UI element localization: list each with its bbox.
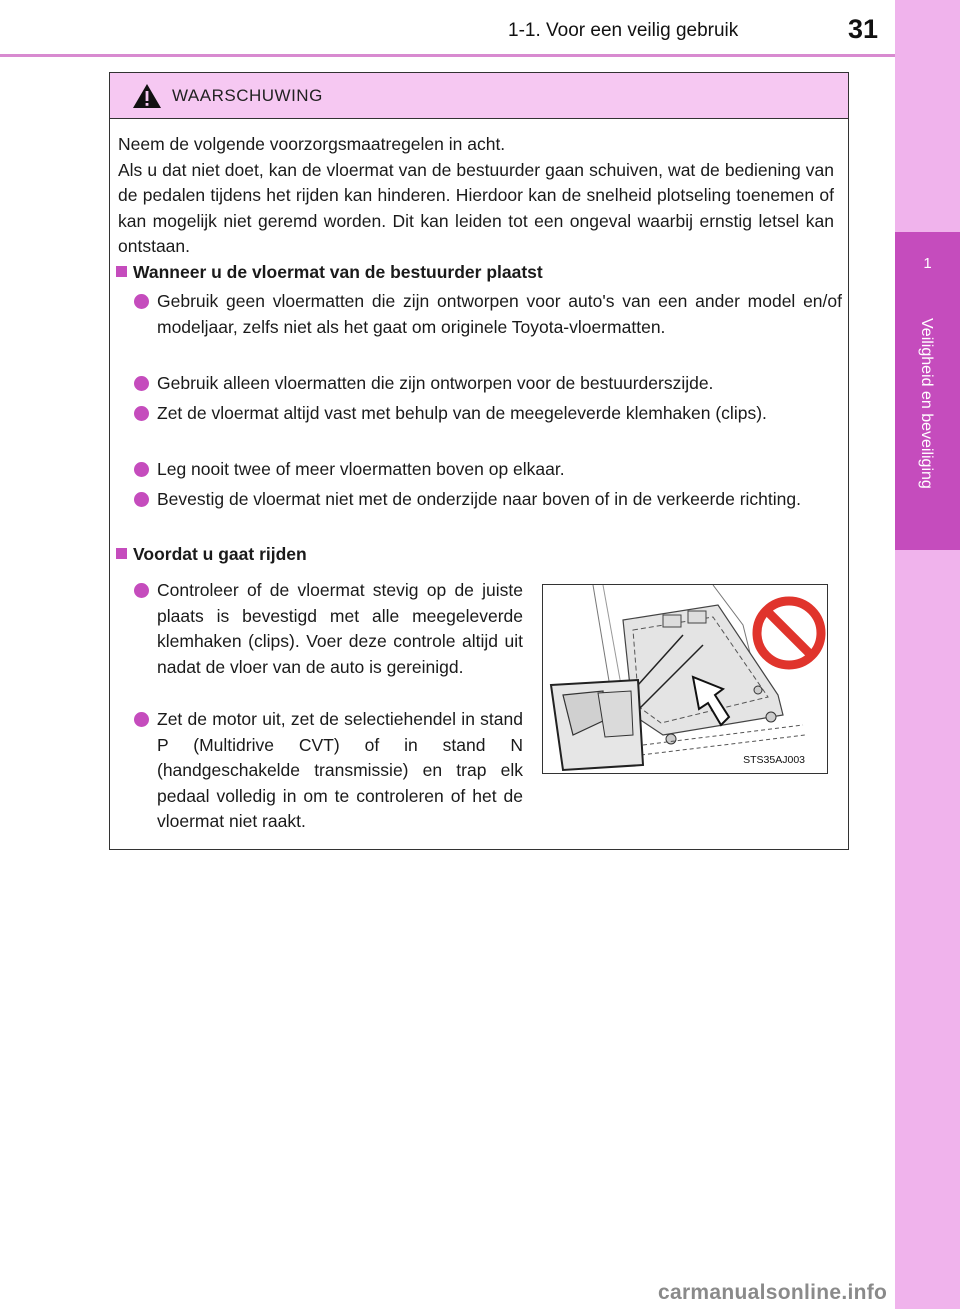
warning-intro: Neem de volgende voorzorgsmaatregelen in acht. Als u dat niet doet, kan de vloermat van de bestuurder gaan schuiven, wat de bediening van de pedalen tijdens het rijden kan hinderen. Hierdoor kan de snelheid plotseling toenemen of kan mogelijk niet geremd worden. Dit kan leiden tot een ongeval waarbij ernstig letsel kan ontstaan. [118, 134, 834, 257]
list-item: Gebruik alleen vloermatten die zijn ontworpen voor de bestuurderszijde. [134, 371, 842, 397]
warning-triangle-icon [132, 83, 162, 109]
section-heading: Voordat u gaat rijden [116, 542, 307, 567]
bullet-dot-icon [134, 376, 149, 391]
warning-title: WAARSCHUWING [172, 86, 323, 105]
bullet-dot-icon [134, 492, 149, 507]
watermark: carmanualsonline.info [658, 1281, 888, 1304]
chapter-label: Veiligheid en beveiliging [918, 318, 935, 489]
header-rule [0, 54, 895, 57]
list-item: Zet de motor uit, zet de selectiehendel in stand P (Multidrive CVT) of in stand N (handgeschakelde transmissie) en trap elk pedaal volledig in om te controleren of het de vloermat niet raakt. [134, 707, 523, 837]
list-item: Leg nooit twee of meer vloermatten boven op elkaar. [134, 457, 842, 483]
bullet-dot-icon [134, 406, 149, 421]
list-item: Zet de vloermat altijd vast met behulp van de meegeleverde klemhaken (clips). [134, 401, 842, 453]
warning-box [109, 72, 849, 850]
prohibition-icon [757, 601, 821, 665]
section-title: 1-1. Voor een veilig gebruik [508, 20, 739, 41]
list-item: Bevestig de vloermat niet met de onderzijde naar boven of in de verkeerde richting. [134, 487, 842, 539]
side-band [895, 0, 960, 1309]
list-item: Controleer of de vloermat stevig op de juiste plaats is bevestigd met alle meegeleverde klemhaken (clips). Voer deze controle altijd uit nadat de vloer van de auto is gereinigd. [134, 578, 523, 706]
section-heading: Wanneer u de vloermat van de bestuurder plaatst [116, 260, 543, 285]
floor-mat-drawing [543, 585, 828, 774]
bullet-dot-icon [134, 712, 149, 727]
square-bullet-icon [116, 266, 127, 277]
warning-header [110, 73, 848, 119]
figure-code: STS35AJ003 [743, 754, 805, 766]
list-item: Gebruik geen vloermatten die zijn ontworpen voor auto's van een ander model en/of modeljaar, zelfs niet als het gaat om originele Toyota-vloermatten. [134, 289, 842, 367]
bullet-dot-icon [134, 462, 149, 477]
bullet-dot-icon [134, 294, 149, 309]
chapter-number: 1 [923, 255, 932, 272]
page-number: 31 [848, 14, 879, 44]
floor-mat-illustration [542, 584, 828, 774]
square-bullet-icon [116, 548, 127, 559]
bullet-dot-icon [134, 583, 149, 598]
